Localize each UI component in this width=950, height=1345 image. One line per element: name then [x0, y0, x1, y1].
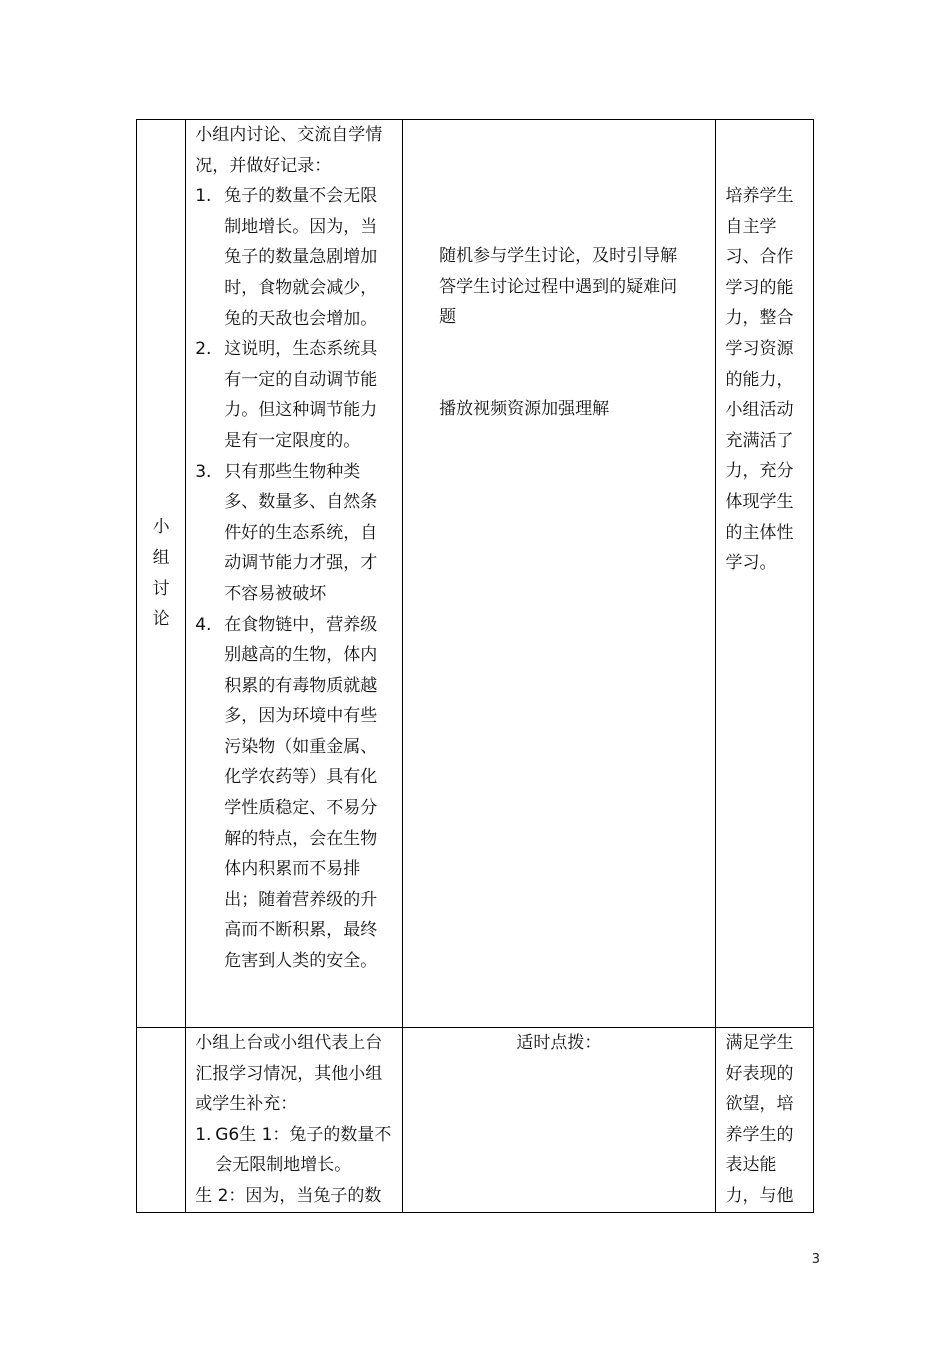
teacher-guidance-text: 随机参与学生讨论，及时引导解答学生讨论过程中遇到的疑难问题: [439, 246, 678, 328]
list-item: [195, 1120, 394, 1181]
teacher-activity-cell: [403, 1028, 715, 1213]
item-number: 3.: [195, 461, 212, 482]
list-item: [195, 457, 394, 610]
design-intent-cell: [715, 120, 813, 1028]
student-activity-cell: [186, 1028, 403, 1213]
stage-label: 小组讨论: [152, 517, 170, 630]
item-text: 在食物链中，营养级别越高的生物，体内积累的有毒物质就越多，因为环境中有些污染物（如重金属、化学农药等）具有化学性质稳定、不易分解的特点，会在生物体内积累而不易排出；随着营养级的升高而不断积累，最终危害到人类的安全。: [224, 614, 378, 972]
list-item: [195, 334, 394, 456]
item-text: 这说明，生态系统具有一定的自动调节能力。但这种调节能力是有一定限度的。: [224, 339, 378, 451]
item-number: 4.: [195, 614, 212, 635]
teacher-hint-text: 适时点拨：: [516, 1033, 602, 1053]
teacher-activity-cell: [403, 120, 715, 1028]
list-item: [195, 610, 394, 977]
design-intent-text: 培养学生自主学习、合作学习的能力，整合学习资源的能力，小组活动充满活了力，充分体现学生的主体性学习。: [725, 186, 794, 574]
design-intent-text: 满足学生好表现的欲望，培养学生的表达能力，与他: [725, 1033, 794, 1206]
student-activity-cell: [186, 120, 403, 1028]
student-intro: 小组内讨论、交流自学情况，并做好记录：: [195, 125, 383, 176]
item-text: G6生 1：兔子的数量不会无限制地增长。: [215, 1124, 392, 1176]
design-intent-cell: [715, 1028, 813, 1213]
teacher-video-text: 播放视频资源加强理解: [439, 399, 610, 419]
table-row: [137, 120, 814, 1028]
table-row: [137, 1028, 814, 1213]
item-text: 兔子的数量不会无限制地增长。因为，当兔子的数量急剧增加时，食物就会减少，兔的天敌也会增加。: [224, 186, 378, 329]
student-intro: 小组上台或小组代表上台汇报学习情况，其他小组或学生补充：: [195, 1033, 383, 1115]
item-number: 1.: [195, 186, 212, 207]
item-number: 1.: [195, 1124, 212, 1145]
stage-cell: [137, 1028, 186, 1213]
stage-cell: [137, 120, 186, 1028]
student-report-text: 生 2：因为，当兔子的数: [195, 1185, 382, 1206]
list-item: [195, 181, 394, 334]
page-number: 3: [811, 1252, 820, 1267]
lesson-plan-table: [136, 119, 814, 1213]
item-text: 只有那些生物种类多、数量多、自然条件好的生态系统，自动调节能力才强，才不容易被破坏: [224, 461, 378, 604]
item-number: 2.: [195, 339, 212, 360]
